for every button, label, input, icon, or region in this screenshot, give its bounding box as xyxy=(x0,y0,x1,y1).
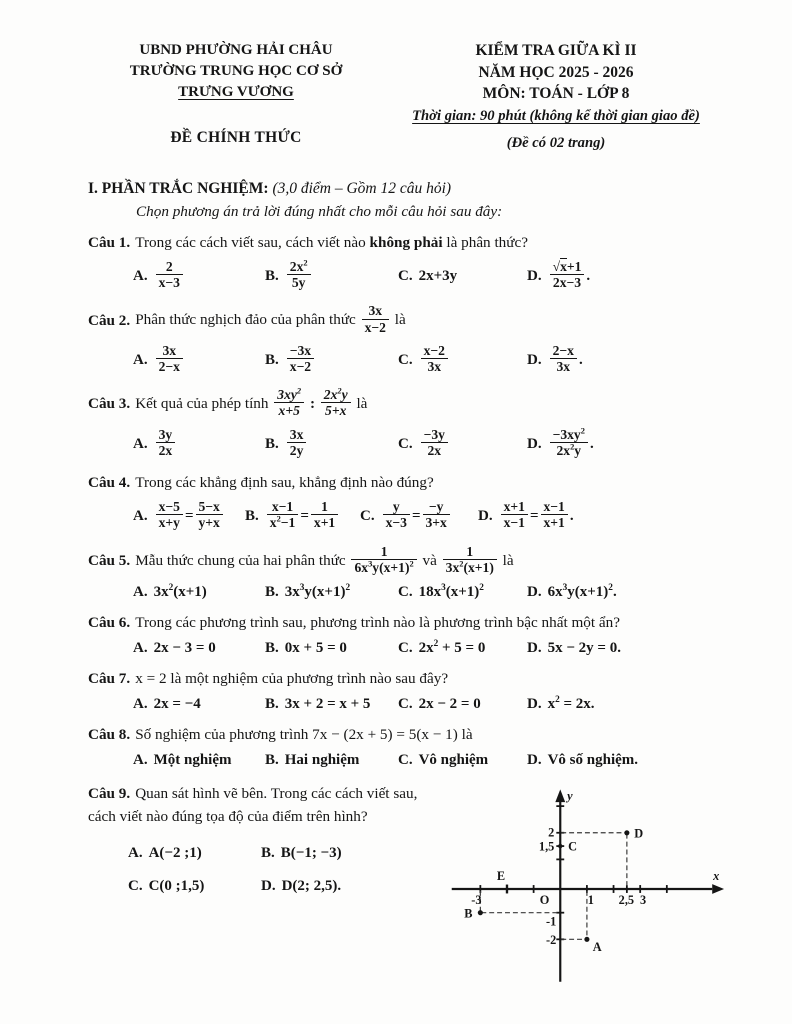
option-A: A. $\frac{3y}{2x}$ xyxy=(133,428,265,461)
question-8-options xyxy=(88,752,728,769)
option-A: A. A(−2 ;1) xyxy=(128,844,202,861)
tick-label-1-5: 1,5 xyxy=(538,839,555,854)
tick-label-1: 1 xyxy=(587,892,594,907)
option-A: A. Một nghiệm xyxy=(133,752,232,769)
question-9-label: Câu 9. xyxy=(88,785,131,803)
page-count-note: (Đề có 02 trang) xyxy=(506,135,606,152)
question-4-options xyxy=(88,500,728,533)
school-type: TRƯỜNG TRUNG HỌC CƠ SỞ xyxy=(129,63,343,79)
question-3-text: Kết quả của phép tính $\frac{3xy^2}{x+5}$ : $\frac{2x^2y}{5+x}$ là xyxy=(135,385,368,419)
option-C: C. 2x − 2 = 0 xyxy=(398,696,481,713)
school-year: NĂM HỌC 2025 - 2026 xyxy=(478,63,634,81)
question-5 xyxy=(88,545,728,601)
option-D: D. $6x^3y(x+1)^2$. xyxy=(527,583,617,601)
coordinate-figure xyxy=(432,785,728,993)
option-A: A. $\frac{x-5}{x+y}$ = $\frac{5-x}{y+x}$ xyxy=(133,500,245,533)
tick-label-2-5: 2,5 xyxy=(618,892,635,907)
option-C: C. Vô nghiệm xyxy=(398,752,489,769)
question-3 xyxy=(88,385,728,461)
question-1-label: Câu 1. xyxy=(88,233,131,251)
question-3-label: Câu 3. xyxy=(88,395,131,413)
question-9 xyxy=(88,783,728,993)
option-B: B. 3x + 2 = x + 5 xyxy=(265,696,371,713)
section-heading xyxy=(88,180,728,198)
section-note: (3,0 điểm – Gồm 12 câu hỏi) xyxy=(272,179,452,197)
option-D: D. √ $\frac{x+1}{2x-3}$ . xyxy=(527,260,728,293)
option-B: B. $\frac{3x}{2y}$ xyxy=(265,428,398,461)
question-4-label: Câu 4. xyxy=(88,474,131,492)
option-B: B. $\frac{x-1}{x^2-1}$ = $\frac{1}{x+1}$ xyxy=(245,500,360,533)
school-authority: UBND PHƯỜNG HẢI CHÂU xyxy=(139,42,333,58)
origin-label: O xyxy=(539,892,550,907)
question-5-text: Mẫu thức chung của hai phân thức $\frac{1}{6x^3y(x+1)^2}$ và $\frac{1}{3x^2(x+1)}$ là xyxy=(135,543,514,575)
question-8 xyxy=(88,724,728,769)
tick-label-neg3: -3 xyxy=(471,892,482,907)
question-6-label: Câu 6. xyxy=(88,614,131,632)
option-D: D. Vô số nghiệm. xyxy=(527,752,639,769)
option-A: A. $3x^2(x+1)$ xyxy=(133,583,207,601)
tick-label-2: 2 xyxy=(548,825,555,840)
option-C: C. $\frac{x-2}{3x}$ xyxy=(398,344,527,377)
point-label-A: A xyxy=(592,940,602,955)
question-2 xyxy=(88,304,728,377)
option-B: B. Hai nghiệm xyxy=(265,752,360,769)
question-6 xyxy=(88,612,728,657)
option-B: B. $\frac{-3x}{x-2}$ xyxy=(265,344,398,377)
option-C: C. $18x^3(x+1)^2$ xyxy=(398,583,484,601)
exam-title: KIỂM TRA GIỮA KÌ II xyxy=(475,42,637,59)
option-A: A. $\frac{3x}{2-x}$ xyxy=(133,344,265,377)
option-A: A. 2x = −4 xyxy=(133,696,201,713)
y-axis-label: y xyxy=(567,789,573,804)
header-exam-block xyxy=(384,40,728,154)
option-C: C. 2x+3y xyxy=(398,268,458,285)
option-A: A. 2x − 3 = 0 xyxy=(133,640,216,657)
question-2-text: Phân thức nghịch đảo của phân thức $\frac{3x}{x-2}$ là xyxy=(135,303,406,335)
question-6-text: Trong các phương trình sau, phương trình nào là phương trình bậc nhất một ẩn? xyxy=(135,614,620,632)
section-instruction: Chọn phương án trả lời đúng nhất cho mỗi câu hỏi sau đây: xyxy=(136,202,503,220)
option-D: D. $\frac{-3xy^2}{2x^2y}$ . xyxy=(527,425,594,458)
question-1-text: Trong các cách viết sau, cách viết nào không phải là phân thức? xyxy=(135,233,528,251)
point-A xyxy=(584,937,589,942)
tick-label-neg1: -1 xyxy=(546,914,557,929)
question-5-label: Câu 5. xyxy=(88,551,131,569)
option-C: C. C(0 ;1,5) xyxy=(128,877,205,894)
option-D: D. D(2; 2,5). xyxy=(261,877,342,894)
option-B: B. $3x^3y(x+1)^2$ xyxy=(265,583,351,601)
x-axis-label: x xyxy=(713,869,720,884)
option-B: B. 0x + 5 = 0 xyxy=(265,640,347,657)
question-7-label: Câu 7. xyxy=(88,670,131,688)
point-label-E: E xyxy=(496,869,506,884)
axis-arrows xyxy=(555,789,724,894)
question-3-options xyxy=(88,425,728,461)
question-7-options xyxy=(88,696,728,713)
option-C: C. $\frac{y}{x-3}$ = $\frac{-y}{3+x}$ xyxy=(360,500,478,533)
tick-label-3: 3 xyxy=(640,892,647,907)
option-C: C. $2x^2 + 5 = 0$ xyxy=(398,639,486,657)
option-D: D. 5x − 2y = 0. xyxy=(527,640,621,657)
option-D: D. $\frac{x+1}{x-1}$ = $\frac{x-1}{x+1}$ . xyxy=(478,499,574,531)
question-7-text: x = 2 là một nghiệm của phương trình nào sau đây? xyxy=(135,670,449,688)
question-9-options xyxy=(88,845,432,895)
question-7 xyxy=(88,668,728,713)
question-1 xyxy=(88,232,728,293)
question-8-text: Số nghiệm của phương trình 7x − (2x + 5) = 5(x − 1) là xyxy=(135,726,473,744)
question-4-text: Trong các khẳng định sau, khẳng định nào đúng? xyxy=(135,474,434,492)
subject-grade: MÔN: TOÁN - LỚP 8 xyxy=(482,85,630,103)
point-D xyxy=(624,830,629,835)
time-limit: Thời gian: 90 phút (không kể thời gian giao đề) xyxy=(412,108,700,125)
section-title: I. PHẦN TRẮC NGHIỆM: xyxy=(88,179,269,197)
option-B: B. $\frac{2x^2}{5y}$ xyxy=(265,260,398,293)
header-school-block xyxy=(88,40,384,149)
header xyxy=(88,40,728,154)
point-label-C: C xyxy=(568,839,578,854)
option-A: A. $\frac{2}{x-3}$ xyxy=(133,260,265,293)
official-exam-badge: ĐỀ CHÍNH THỨC xyxy=(170,129,302,146)
question-5-options xyxy=(88,584,728,601)
question-4 xyxy=(88,472,728,533)
point-label-D: D xyxy=(634,826,644,841)
point-label-B: B xyxy=(464,906,473,921)
point-B xyxy=(478,910,483,915)
option-C: C. $\frac{-3y}{2x}$ xyxy=(398,428,527,461)
option-D: D. $x^2 = 2x$. xyxy=(527,695,595,713)
option-B: B. B(−1; −3) xyxy=(261,844,342,861)
question-2-label: Câu 2. xyxy=(88,311,131,329)
question-9-text: Quan sát hình vẽ bên. Trong các cách viết sau, cách viết nào đúng tọa độ của điểm trên hình? xyxy=(88,785,418,825)
axes xyxy=(452,800,712,982)
tick-label-neg2: -2 xyxy=(546,933,557,948)
question-1-options xyxy=(88,257,728,293)
question-8-label: Câu 8. xyxy=(88,726,131,744)
school-name: TRƯNG VƯƠNG xyxy=(178,84,294,100)
point-C xyxy=(558,844,562,848)
question-6-options xyxy=(88,640,728,657)
question-2-options xyxy=(88,344,728,377)
option-D: D. $\frac{2-x}{3x}$ . xyxy=(527,342,583,375)
